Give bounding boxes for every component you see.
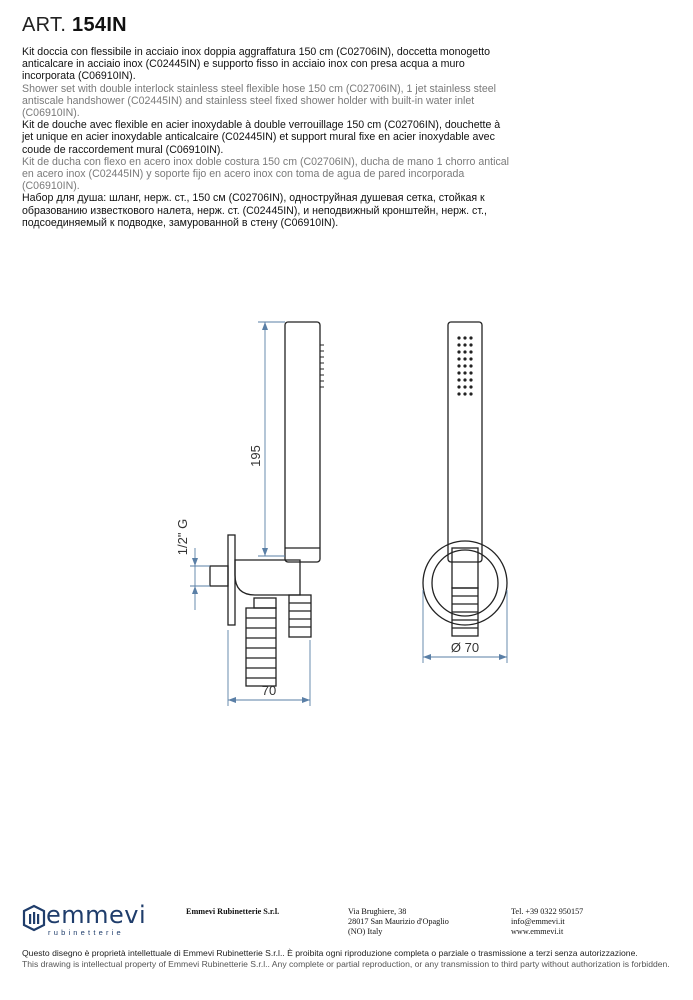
legal-notice — [22, 948, 670, 969]
article-code: 154IN — [72, 14, 127, 36]
side-hose-top — [289, 595, 311, 637]
logo-subtitle: rubinetterie — [48, 928, 124, 937]
description-ru: Набор для душа: шланг, нерж. ст., 150 см (C02706IN), однострyйная дyшевая сетка, стойкая к образованию известкового налета, нерж. ст. (C02445IN), и неподвижный кронштейн, нерж. ст., подсоединяемый к подводке, замурованной в стену (C06910IN). — [22, 192, 487, 229]
logo-name: emmevi — [46, 901, 147, 929]
side-handshower — [285, 322, 320, 562]
legal-notice-it: Questo disegno è proprietà intellettuale di Emmevi Rubinetterie S.r.l.. È proibita ogni riproduzione completa o parziale o trasmissione a terzi senza autorizzazione. — [22, 948, 638, 958]
side-wall-plate — [228, 535, 235, 625]
address-line-1: Via Brughiere, 38 — [348, 907, 407, 916]
side-inlet-thread — [210, 566, 228, 586]
technical-drawing — [0, 300, 693, 720]
company-name: Emmevi Rubinetterie S.r.l. — [186, 907, 280, 916]
website-link[interactable]: www.emmevi.it — [511, 926, 564, 936]
dim-depth-label: 70 — [261, 683, 277, 698]
article-title — [22, 14, 127, 37]
dim-diameter-label: Ø 70 — [450, 640, 480, 655]
description-es: Kit de ducha con flexo en acero inox doble costura 150 cm (C02706IN), ducha de mano 1 chorro antical en acero inox (C02445IN) y soporte fijo en acero inox con toma de agua de pared incorporada (C06910IN). — [22, 155, 510, 193]
company-address — [348, 907, 449, 936]
side-hose-bottom — [246, 608, 276, 686]
dim-thread-label: 1/2" G — [175, 518, 190, 556]
address-line-2: 28017 San Maurizio d'Opaglio — [348, 916, 449, 926]
address-line-3: (NO) Italy — [348, 926, 383, 936]
description-en: Shower set with double interlock stainless steel flexible hose 150 cm (C02706IN), 1 jet stainless steel antiscale handshower (C02445IN) and stainless steel fixed shower holder with built-in water inlet (C06910IN). — [22, 82, 497, 120]
phone-number: Tel. +39 0322 950157 — [511, 907, 584, 916]
description-it: Kit doccia con flessibile in acciaio inox doppia aggraffatura 150 cm (C02706IN), doccetta monogetto anticalcare in acciaio inox (C02445IN) e supporto fisso in acciaio inox con presa acqua a muro incorporata (C06910IN). — [22, 46, 490, 83]
company-contact — [511, 907, 583, 936]
description-fr: Kit de douche avec flexible en acier inoxydable à double verrouillage 150 cm (C02706IN), douchette à jet unique en acier inoxydable anticalcaire (C02445IN) et support mural fixe en acier inoxydable avec coude de raccordement mural (C06910IN). — [22, 119, 501, 156]
side-holder-body — [235, 560, 300, 595]
article-prefix: ART. — [22, 14, 67, 36]
legal-notice-en: This drawing is intellectual property of Emmevi Rubinetterie S.r.l.. Any complete or partial reproduction, or any transmission to third party without authorization is forbidden. — [22, 958, 670, 969]
dim-height-label: 195 — [248, 445, 263, 467]
email-link[interactable]: info@emmevi.it — [511, 916, 565, 926]
description-block — [22, 46, 512, 229]
